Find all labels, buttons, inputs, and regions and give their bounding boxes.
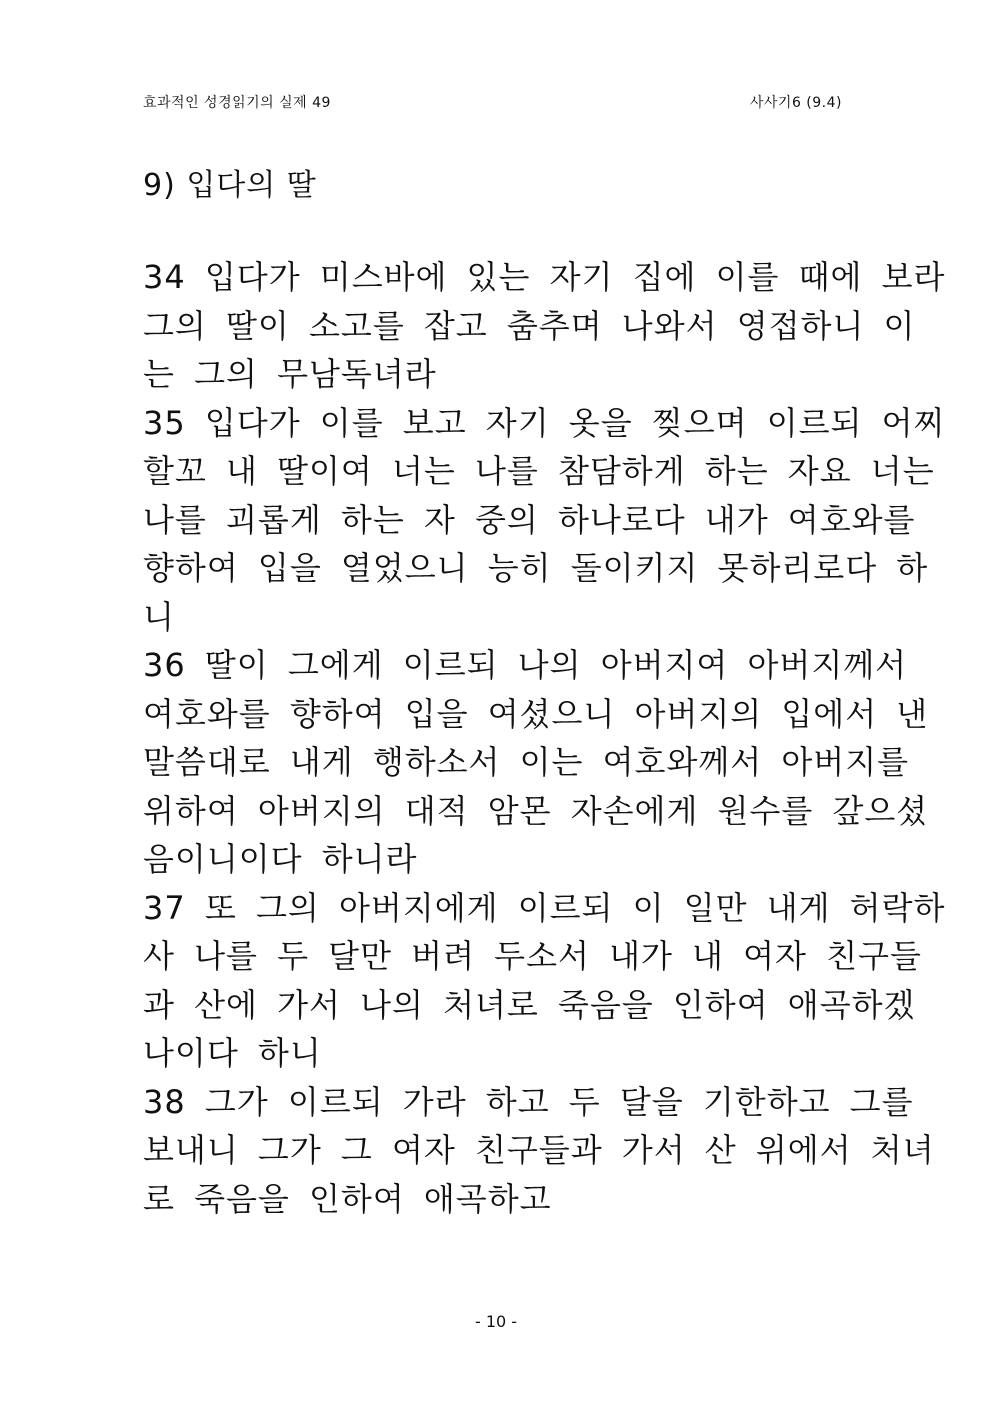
- text-line: 보내니 그가 그 여자 친구들과 가서 산 위에서 처녀: [143, 1131, 935, 1169]
- text-line: 38 그가 이르되 가라 하고 두 달을 기한하고 그를: [143, 1082, 914, 1121]
- text-line: 로 죽음을 인하여 애곡하고: [143, 1179, 552, 1218]
- text-line: 나이다 하니: [143, 1034, 322, 1072]
- text-line: 사 나를 두 달만 버려 두소서 내가 내 여자 친구들: [143, 937, 922, 975]
- text-line: 37 또 그의 아버지에게 이르되 이 일만 내게 허락하: [143, 888, 946, 927]
- text-line: 과 산에 가서 나의 처녀로 죽음을 인하여 애곡하겠: [143, 985, 916, 1024]
- text-line: 할꼬 내 딸이여 너는 나를 참담하게 하는 자요 너는: [143, 452, 935, 490]
- text-line: 35 입다가 이를 보고 자기 옷을 찢으며 이르되 어찌: [143, 403, 946, 442]
- text-line: 여호와를 향하여 입을 여셨으니 아버지의 입에서 낸: [143, 694, 929, 733]
- section-title: 9) 입다의 딸: [143, 168, 317, 203]
- header-chapter-date: 사사기6 (9.4): [749, 95, 842, 111]
- page-number: - 10 -: [474, 1312, 518, 1331]
- text-line: 음이니이다 하니라: [143, 840, 418, 878]
- text-line: 36 딸이 그에게 이르되 나의 아버지여 아버지께서: [143, 646, 908, 684]
- text-line: 나를 괴롭게 하는 자 중의 하나로다 내가 여호와를: [143, 500, 916, 539]
- text-line: 는 그의 무남독녀라: [143, 355, 437, 393]
- scripture-passage: [143, 253, 946, 1223]
- text-line: 말씀대로 내게 행하소서 이는 여호와께서 아버지를: [143, 743, 910, 781]
- text-line: 그의 딸이 소고를 잡고 춤추며 나와서 영접하니 이: [143, 306, 916, 345]
- header-book-title: 효과적인 성경읽기의 실제 49: [143, 95, 331, 111]
- text-line: 향하여 입을 열었으니 능히 돌이키지 못하리로다 하: [143, 549, 929, 587]
- text-line: 위하여 아버지의 대적 암몬 자손에게 원수를 갚으셨: [143, 791, 929, 830]
- text-line: 니: [143, 597, 175, 636]
- text-line: 34 입다가 미스바에 있는 자기 집에 이를 때에 보라: [143, 258, 946, 296]
